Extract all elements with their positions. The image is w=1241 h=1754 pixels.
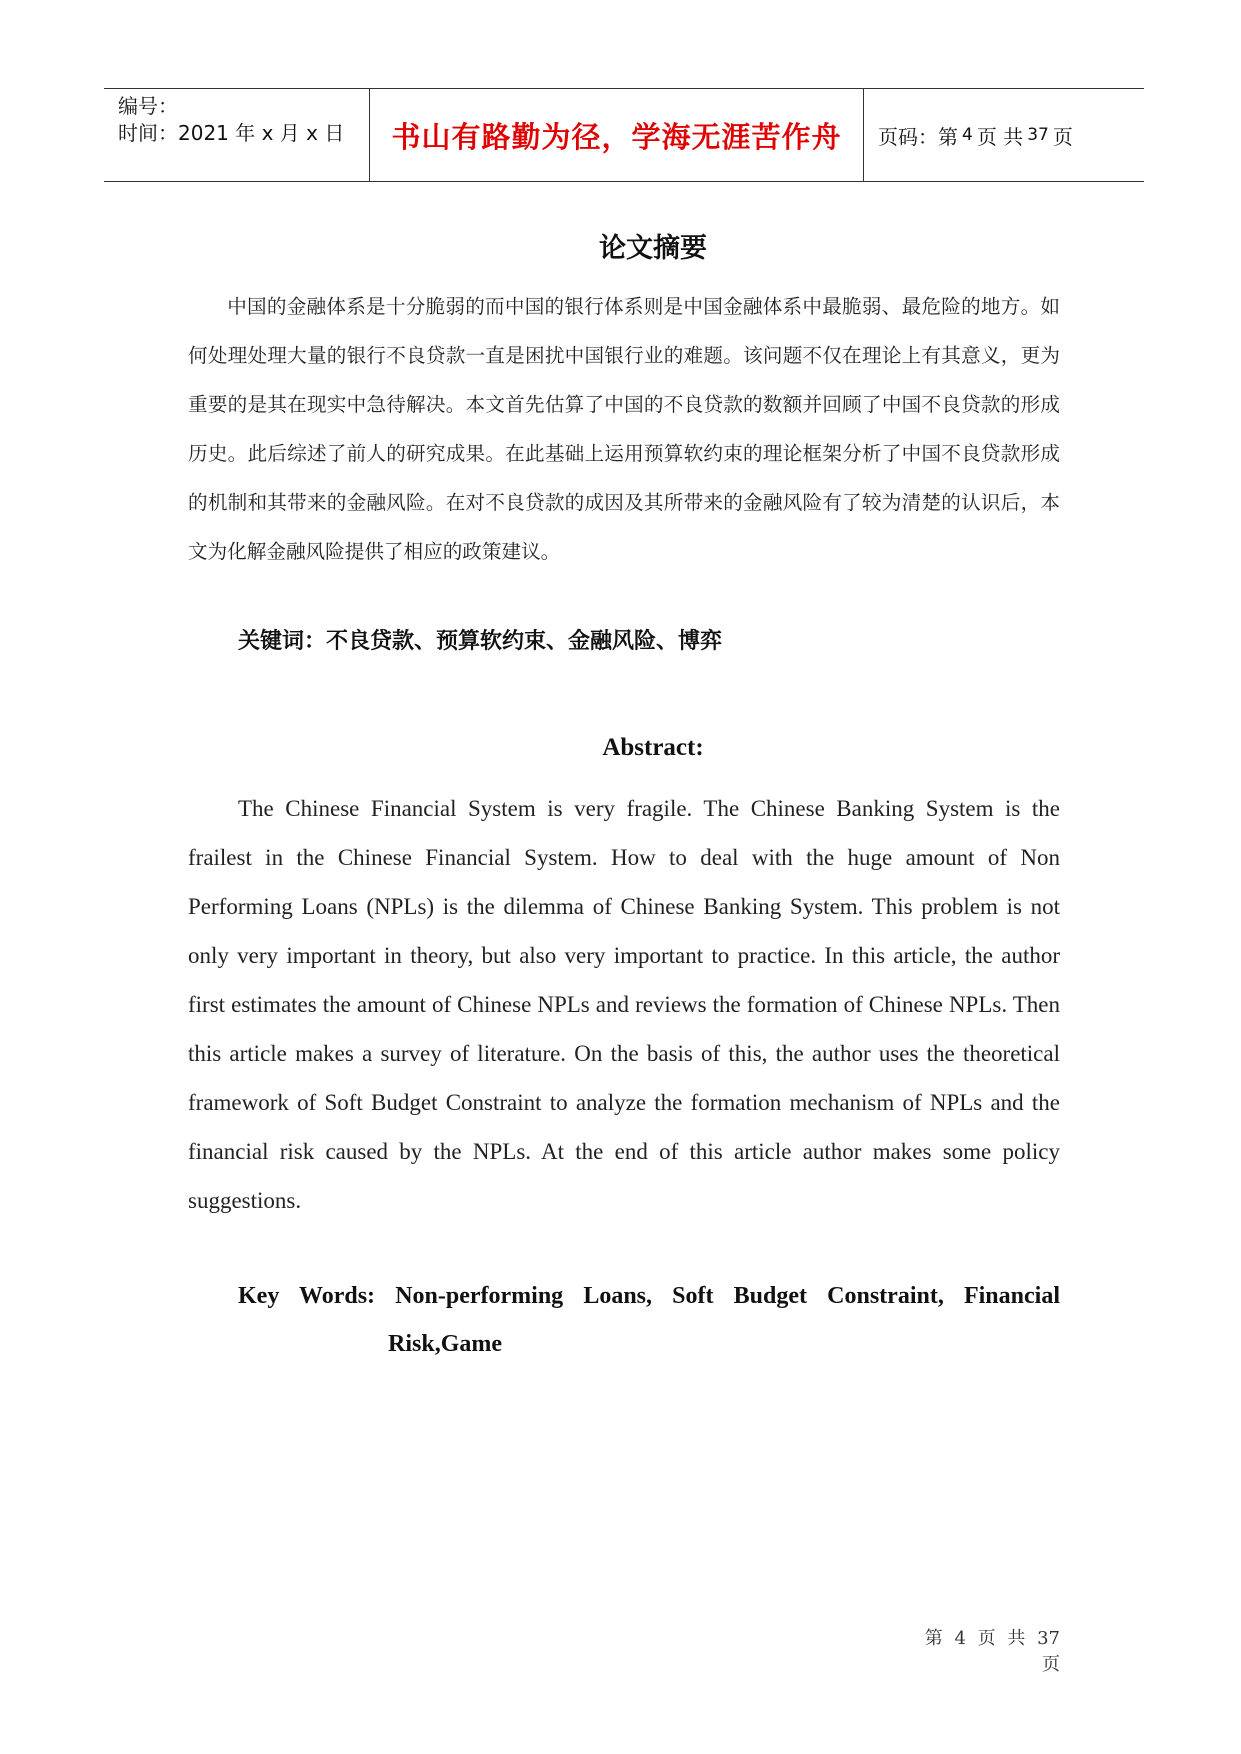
abstract-cn-title: 论文摘要 — [599, 233, 707, 264]
page-header — [104, 88, 1144, 182]
document-number-label: 编号： — [118, 94, 178, 118]
page-label-prefix: 页码：第 — [878, 124, 958, 149]
abstract-en-title: Abstract: — [602, 734, 704, 761]
abstract-cn-keywords: 关键词：不良贷款、预算软约束、金融风险、博弈 — [238, 629, 723, 654]
header-meta — [104, 89, 370, 181]
abstract-en-keywords: Key Words: Non-performing Loans, Soft Budget Constraint, Financial Risk,Game — [238, 1283, 1060, 1357]
abstract-cn-body: 中国的金融体系是十分脆弱的而中国的银行体系则是中国金融体系中最脆弱、最危险的地方。如何处理处理大量的银行不良贷款一直是困扰中国银行业的难题。该问题不仅在理论上有其意义，更为重要的是其在现实中急待解决。本文首先估算了中国的不良贷款的数额并回顾了中国不良贷款的形成历史。此后综述了前人的研究成果。在此基础上运用预算软约束的理论框架分析了中国不良贷款形成的机制和其带来的金融风险。在对不良贷款的成因及其所带来的金融风险有了较为清楚的认识后，本文为化解金融风险提供了相应的政策建议。 — [188, 295, 1060, 563]
page-label-mid: 页 共 — [976, 124, 1024, 149]
page-label-suffix: 页 — [1052, 124, 1073, 149]
page-total: 37 — [1027, 125, 1049, 145]
page-footer: 第 4 页 共 37 页 — [924, 1628, 1060, 1675]
document-time: 时间：2021 年 x 月 x 日 — [118, 121, 345, 145]
header-page-info — [864, 89, 1144, 181]
page-current: 4 — [962, 125, 973, 145]
abstract-en-body: The Chinese Financial System is very fragile. The Chinese Banking System is the frailest in the Chinese Financial System. How to deal with the huge amount of Non Performing Loans (NPLs) is the dilemma of Chinese Banking System. This problem is not only very important in theory, but also very important to practice. In this article, the author first estimates the amount of Chinese NPLs and reviews the formation of Chinese NPLs. Then this article makes a survey of literature. On the basis of this, the author uses the theoretical framework of Soft Budget Constraint to analyze the formation mechanism of NPLs and the financial risk caused by the NPLs. At the end of this article author makes some policy suggestions. — [188, 796, 1060, 1213]
header-motto: 书山有路勤为径，学海无涯苦作舟 — [370, 89, 864, 181]
